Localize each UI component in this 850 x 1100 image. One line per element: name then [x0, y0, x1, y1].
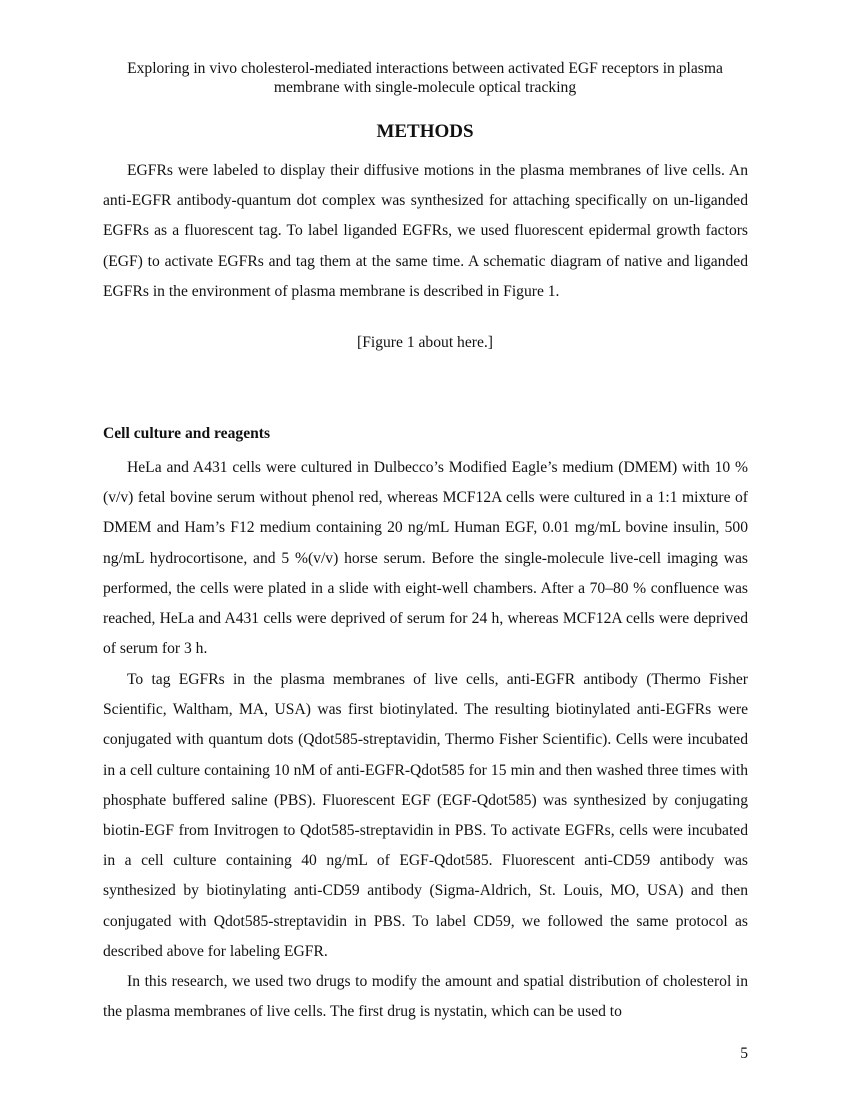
body-paragraph-drugs: In this research, we used two drugs to modify the amount and spatial distribution of cholesterol in the plasma membranes of live cells. The first drug is nystatin, which can be used to — [103, 973, 748, 1021]
body-paragraph-cell-lines: HeLa and A431 cells were cultured in Dulbecco’s Modified Eagle’s medium (DMEM) with 10 % (v/v) fetal bovine serum without phenol red, whereas MCF12A cells were cultured in a 1:1 mixture of DMEM and Ham’s F12 medium containing 20 ng/mL Human EGF, 0.01 mg/mL bovine insulin, 500 ng/mL hydrocortisone, and 5 %(v/v) horse serum. Before the single-molecule live-cell imaging was performed, the cells were plated in a slide with eight-well chambers. After a 70–80 % confluence was reached, HeLa and A431 cells were deprived of serum for 24 h, whereas MCF12A cells were deprived of serum for 3 h. — [103, 459, 748, 658]
methods-intro-paragraph: EGFRs were labeled to display their diffusive motions in the plasma membranes of live cells. An anti-EGFR antibody-quantum dot complex was synthesized for attaching specifically on un-liganded EGFRs as a fluorescent tag. To label liganded EGFRs, we used fluorescent epidermal growth factors (EGF) to activate EGFRs and tag them at the same time. A schematic diagram of native and liganded EGFRs in the environment of plasma membrane is described in Figure 1. — [103, 162, 748, 300]
body-paragraph-egfr-tagging: To tag EGFRs in the plasma membranes of live cells, anti-EGFR antibody (Thermo Fisher Scientific, Waltham, MA, USA) was first biotinylated. The resulting biotinylated anti-EGFRs were conjugated with quantum dots (Qdot585-streptavidin, Thermo Fisher Scientific). Cells were incubated in a cell culture containing 10 nM of anti-EGFR-Qdot585 for 15 min and then washed three times with phosphate buffered saline (PBS). Fluorescent EGF (EGF-Qdot585) was synthesized by conjugating biotin-EGF from Invitrogen to Qdot585-streptavidin in PBS. To activate EGFRs, cells were incubated in a cell culture containing 40 ng/mL of EGF-Qdot585. Fluorescent anti-CD59 antibody was synthesized by biotinylating anti-CD59 antibody (Sigma-Aldrich, St. Louis, MO, USA) and then conjugated with Qdot585-streptavidin in PBS. To label CD59, we followed the same protocol as described above for labeling EGFR. — [103, 671, 748, 960]
subsection-heading-cell-culture: Cell culture and reagents — [103, 425, 271, 442]
running-title: Exploring in vivo cholesterol-mediated interactions between activated EGF receptors in plasma membrane with single-molecule optical tracking — [127, 60, 723, 96]
figure-placeholder: [Figure 1 about here.] — [357, 334, 493, 351]
page-number: 5 — [740, 1045, 748, 1062]
section-heading-methods: METHODS — [376, 121, 474, 142]
